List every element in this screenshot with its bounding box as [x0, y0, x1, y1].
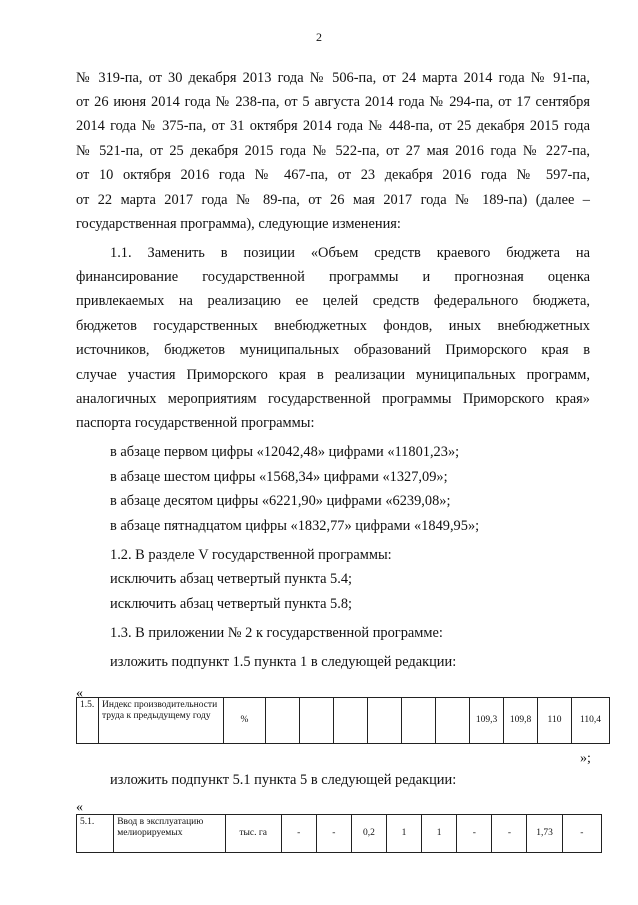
body-line: бюджетов государственных внебюджетных фондов, иных внебюджетных	[76, 318, 590, 334]
body-line: в абзаце первом цифры «12042,48» цифрами «11801,23»;	[110, 444, 460, 460]
indicator-name: Ввод в эксплуатацию мелиорируемых	[114, 815, 226, 853]
value-cell	[266, 698, 300, 744]
row-number: 5.1.	[77, 815, 114, 853]
body-line: исключить абзац четвертый пункта 5.4;	[110, 571, 353, 587]
value-cell: 1	[422, 815, 457, 853]
body-line: от 26 июня 2014 года № 238-па, от 5 августа 2014 года № 294-па, от 17 сентября	[76, 94, 590, 110]
table-indicator-1-5	[76, 697, 610, 744]
body-line: паспорта государственной программы:	[76, 415, 315, 431]
body-line: случае участия Приморского края в реализации муниципальных программ,	[76, 367, 590, 383]
body-line: № 319-па, от 30 декабря 2013 года № 506-па, от 24 марта 2014 года № 91-па,	[76, 70, 590, 86]
value-cell: 1	[386, 815, 421, 853]
open-quote-1: «	[76, 686, 83, 701]
table-row	[77, 815, 602, 853]
body-line: в абзаце десятом цифры «6221,90» цифрами «6239,08»;	[110, 493, 451, 509]
body-line: изложить подпункт 1.5 пункта 1 в следующей редакции:	[110, 654, 457, 670]
unit-cell: %	[224, 698, 266, 744]
row-number: 1.5.	[77, 698, 99, 744]
page-number: 2	[316, 30, 322, 44]
value-cell: 110	[538, 698, 572, 744]
value-cell: -	[316, 815, 351, 853]
body-line: исключить абзац четвертый пункта 5.8;	[110, 596, 353, 612]
table-indicator-5-1	[76, 814, 602, 853]
body-line-mid: изложить подпункт 5.1 пункта 5 в следующей редакции:	[110, 772, 457, 788]
body-line: привлекаемых на реализацию ее целей средств федерального бюджета,	[76, 293, 590, 309]
value-cell	[334, 698, 368, 744]
body-line: 2014 года № 375-па, от 31 октября 2014 года № 448-па, от 25 декабря 2015 года	[76, 118, 590, 134]
value-cell	[402, 698, 436, 744]
value-cell: 0,2	[351, 815, 386, 853]
value-cell: 110,4	[572, 698, 610, 744]
value-cell	[300, 698, 334, 744]
body-line: № 521-па, от 25 декабря 2015 года № 522-па, от 27 мая 2016 года № 227-па,	[76, 143, 590, 159]
body-line: финансирование государственной программы и прогнозная оценка	[76, 269, 590, 285]
indicator-name: Индекс производительности труда к предыдущему году	[99, 698, 224, 744]
body-line: 1.3. В приложении № 2 к государственной программе:	[110, 625, 443, 641]
value-cell: -	[457, 815, 492, 853]
unit-cell: тыс. га	[225, 815, 281, 853]
value-cell	[436, 698, 470, 744]
value-cell: 1,73	[527, 815, 562, 853]
value-cell: -	[562, 815, 601, 853]
value-cell	[368, 698, 402, 744]
body-line: государственная программа), следующие изменения:	[76, 216, 401, 232]
table-row	[77, 698, 610, 744]
body-line: аналогичных мероприятиям государственной программы Приморского края»	[76, 391, 590, 407]
body-line: в абзаце пятнадцатом цифры «1832,77» цифрами «1849,95»;	[110, 518, 480, 534]
body-line: 1.2. В разделе V государственной программы:	[110, 547, 392, 563]
close-quote-1: »;	[580, 751, 591, 766]
value-cell: 109,8	[504, 698, 538, 744]
body-line: от 10 октября 2016 года № 467-па, от 23 декабря 2016 года № 597-па,	[76, 167, 590, 183]
value-cell: 109,3	[470, 698, 504, 744]
body-line: в абзаце шестом цифры «1568,34» цифрами «1327,09»;	[110, 469, 448, 485]
body-line: источников, бюджетов муниципальных образований Приморского края в	[76, 342, 590, 358]
open-quote-2: «	[76, 800, 83, 815]
body-line: 1.1. Заменить в позиции «Объем средств краевого бюджета на	[110, 245, 590, 261]
body-line: от 22 марта 2017 года № 89-па, от 26 мая 2017 года № 189-па) (далее –	[76, 192, 590, 208]
value-cell: -	[492, 815, 527, 853]
value-cell: -	[281, 815, 316, 853]
